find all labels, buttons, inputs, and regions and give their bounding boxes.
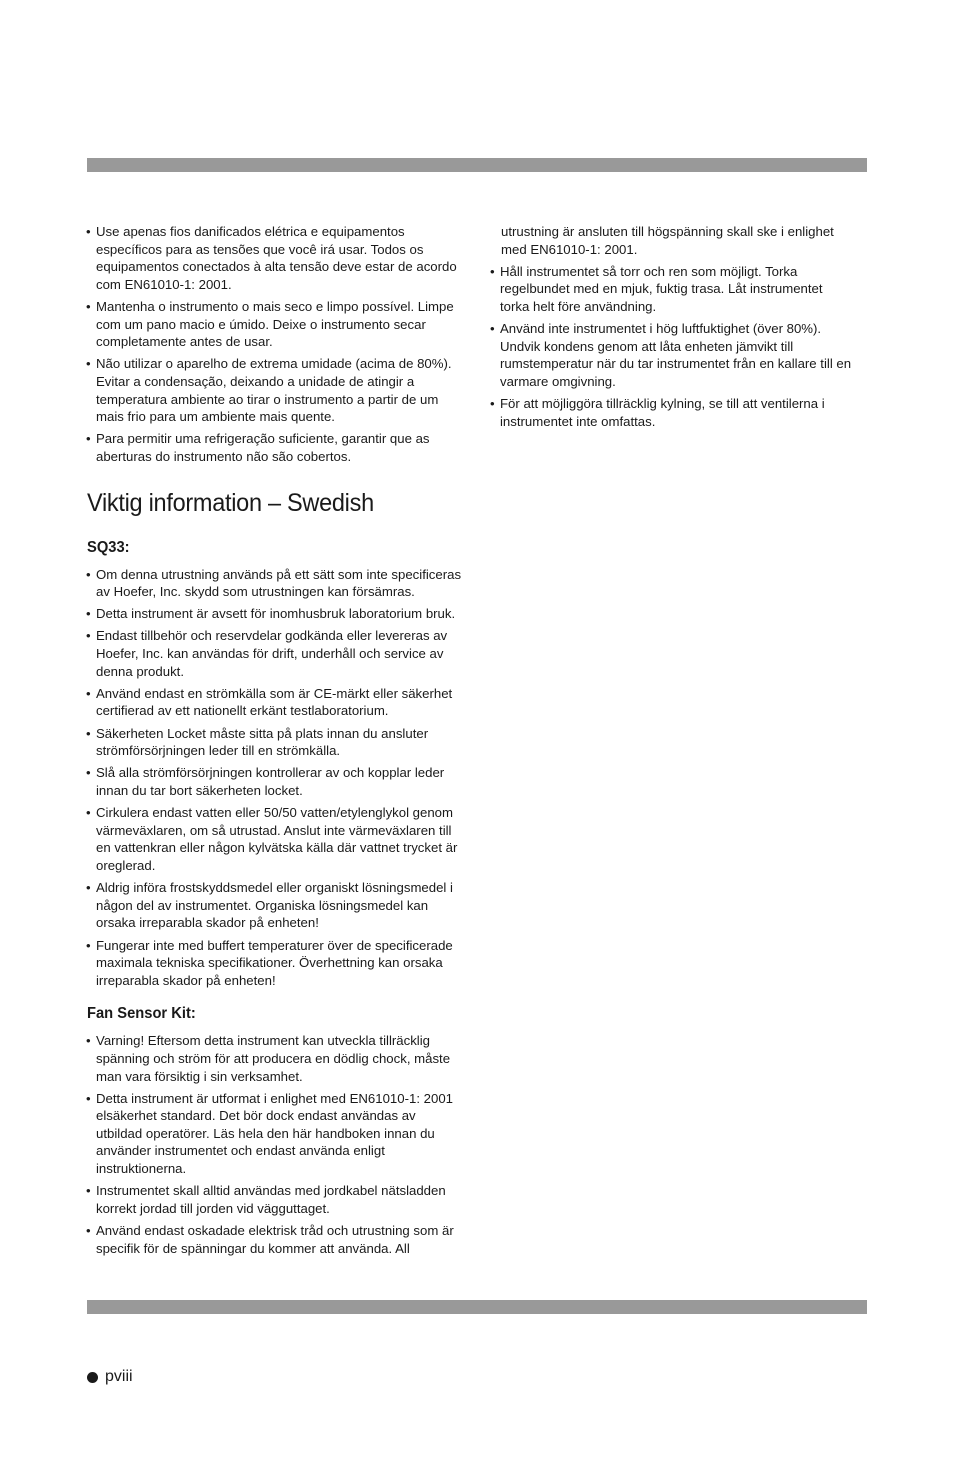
fan-sensor-heading: Fan Sensor Kit: <box>87 1005 196 1023</box>
right-list <box>491 223 853 430</box>
list-item: • Varning! Eftersom detta instrument kan utveckla tillräcklig spänning och ström för att producera en dödlig chock, måste man vara försiktig i sin verksamhet. <box>87 1032 464 1085</box>
list-item: • Detta instrument är avsett för inomhusbruk laboratorium bruk. <box>87 605 464 623</box>
portuguese-list <box>87 223 464 466</box>
fan-sensor-list <box>87 1032 464 1257</box>
list-item: • Fungerar inte med buffert temperaturer över de specificerade maximala tekniska specifikationer. Överhettning kan orsaka irreparabla skador på enheten! <box>87 937 464 990</box>
list-item: • Använd endast oskadade elektrisk tråd och utrustning som är specifik för de spänningar du kommer att använda. All <box>87 1222 464 1257</box>
list-item: • Mantenha o instrumento o mais seco e limpo possível. Limpe com um pano macio e úmido. Deixe o instrumento secar completamente antes de usar. <box>87 298 464 351</box>
sq33-heading: SQ33: <box>87 538 130 556</box>
list-item-continuation: utrustning är ansluten till högspänning skall ske i enlighet med EN61010-1: 2001. <box>501 224 834 257</box>
list-item: • Använd endast en strömkälla som är CE-märkt eller säkerhet certifierad av ett nationellt erkänt testlaboratorium. <box>87 685 464 720</box>
list-item: • Använd inte instrumentet i hög luftfuktighet (över 80%). Undvik kondens genom att låta enheten jämvikt till rumstemperatur när du tar instrumentet från en kallare till en varmare omgivning. <box>491 320 853 390</box>
list-item: • Aldrig införa frostskyddsmedel eller organiskt lösningsmedel i någon del av instrumentet. Organiska lösningsmedel kan orsaka irreparabla skador på enheten! <box>87 879 464 932</box>
header-rule <box>87 158 867 172</box>
list-item: • Slå alla strömförsörjningen kontrollerar av och kopplar leder innan du tar bort säkerheten locket. <box>87 764 464 799</box>
list-item: • För att möjliggöra tillräcklig kylning, se till att ventilerna i instrumentet inte omfattas. <box>491 395 853 430</box>
list-item: • Om denna utrustning används på ett sätt som inte specificeras av Hoefer, Inc. skydd som utrustningen kan försämras. <box>87 566 464 601</box>
section-title: Viktig information – Swedish <box>87 488 374 517</box>
page-number: pviii <box>105 1368 133 1385</box>
bullet-dot-icon <box>87 1372 98 1383</box>
list-item: • Endast tillbehör och reservdelar godkända eller levereras av Hoefer, Inc. kan användas för drift, underhåll och service av denna produkt. <box>87 627 464 680</box>
list-item: • Håll instrumentet så torr och ren som möjligt. Torka regelbundet med en mjuk, fuktig trasa. Låt instrumentet torka helt före användning. <box>491 263 853 316</box>
list-item: • Cirkulera endast vatten eller 50/50 vatten/etylenglykol genom värmeväxlaren, om så utrustad. Anslut inte värmeväxlaren till en vattenkran eller någon kylvätska källa där vattnet trycket är oreglerad. <box>87 804 464 874</box>
list-item: • Instrumentet skall alltid användas med jordkabel nätsladden korrekt jordad till jorden vid vägguttaget. <box>87 1182 464 1217</box>
right-column <box>491 223 853 435</box>
list-item: • Säkerheten Locket måste sitta på plats innan du ansluter strömförsörjningen leder till en strömkälla. <box>87 725 464 760</box>
list-item: • Não utilizar o aparelho de extrema umidade (acima de 80%). Evitar a condensação, deixando a unidade de atingir a temperatura ambiente ao tirar o instrumento a partir de um mais frio para um ambiente mais quente. <box>87 355 464 425</box>
page-footer <box>87 1368 133 1386</box>
footer-rule <box>87 1300 867 1314</box>
list-item: • Detta instrument är utformat i enlighet med EN61010-1: 2001 elsäkerhet standard. Det bör dock endast användas av utbildad operatörer. Läs hela den här handboken innan du använder instrumentet och endast använda enligt instruktionerna. <box>87 1090 464 1178</box>
left-column <box>87 223 464 1262</box>
list-item: • Use apenas fios danificados elétrica e equipamentos específicos para as tensões que você irá usar. Todos os equipamentos conectados à alta tensão deve estar de acordo com EN61010-1: 2001. <box>87 223 464 293</box>
sq33-list <box>87 566 464 990</box>
list-item: • Para permitir uma refrigeração suficiente, garantir que as aberturas do instrumento não são cobertos. <box>87 430 464 465</box>
